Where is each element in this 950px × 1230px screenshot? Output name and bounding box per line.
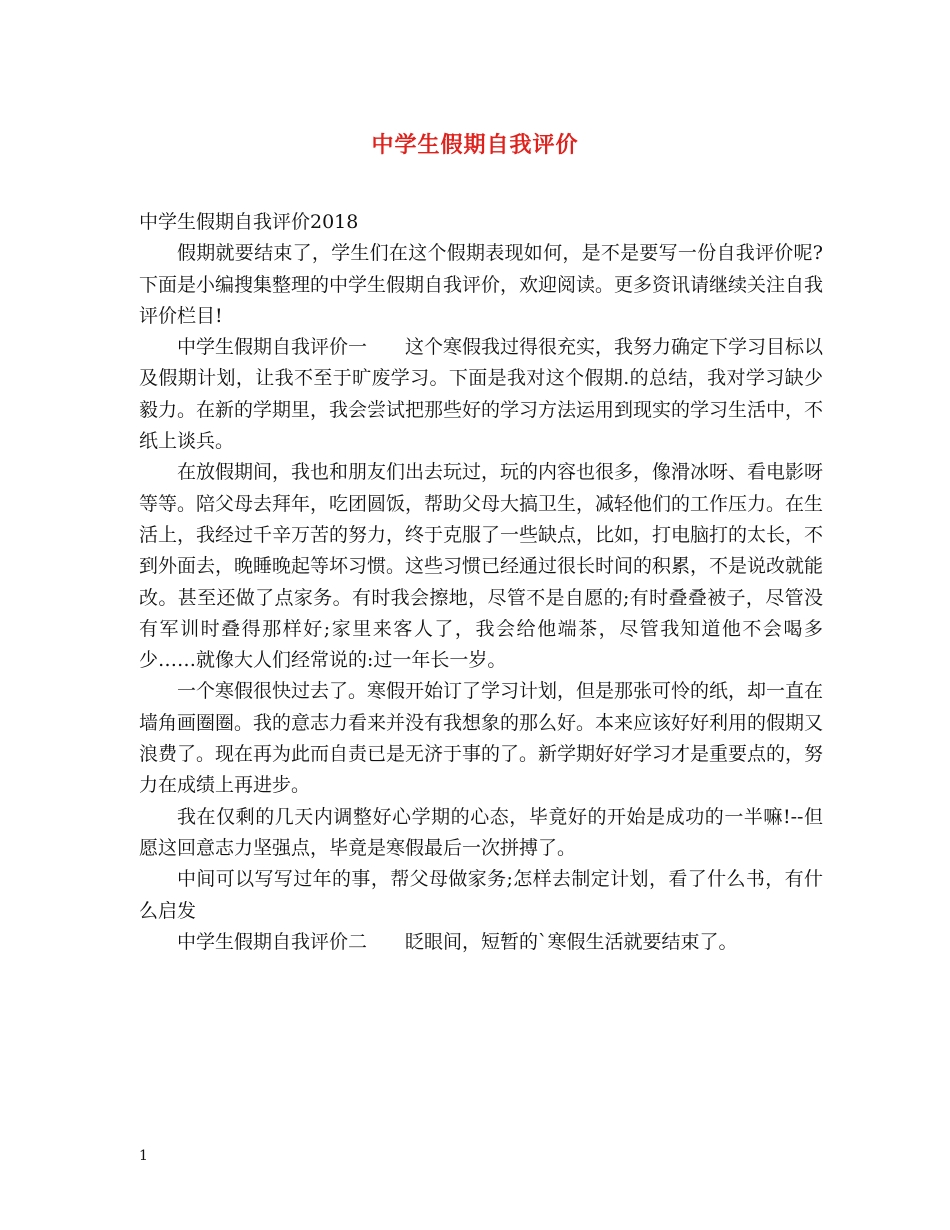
body-paragraph: 中学生假期自我评价一 这个寒假我过得很充实，我努力确定下学习目标以及假期计划，让我不至于旷废学习。下面是我对这个假期.的总结，我对学习缺少毅力。在新的学期里，我会尝试把那些好的学习方法运用到现实的学习生活中，不纸上谈兵。 bbox=[139, 336, 824, 453]
document-body bbox=[139, 207, 823, 958]
body-paragraph: 中学生假期自我评价二 眨眼间，短暂的`寒假生活就要结束了。 bbox=[177, 930, 738, 953]
body-paragraph: 一个寒假很快过去了。寒假开始订了学习计划，但是那张可怜的纸，却一直在墙角画圈圈。我的意志力看来并没有我想象的那么好。本来应该好好利用的假期又浪费了。现在再为此而自责已是无济于事的了。新学期好好学习才是重要点的，努力在成绩上再进步。 bbox=[139, 680, 824, 797]
page-number: 1 bbox=[139, 1148, 148, 1164]
document-title: 中学生假期自我评价 bbox=[371, 132, 579, 158]
body-paragraph: 在放假期间，我也和朋友们出去玩过，玩的内容也很多，像滑冰呀、看电影呀等等。陪父母去拜年，吃团圆饭，帮助父母大搞卫生，减轻他们的工作压力。在生活上，我经过千辛万苦的努力，终于克服了一些缺点，比如，打电脑打的太长，不到外面去，晚睡晚起等坏习惯。这些习惯已经通过很长时间的积累，不是说改就能改。甚至还做了点家务。有时我会擦地，尽管不是自愿的;有时叠叠被子，尽管没有军训时叠得那样好;家里来客人了，我会给他端茶，尽管我知道他不会喝多少……就像大人们经常说的:过一年长一岁。 bbox=[139, 461, 824, 672]
intro-paragraph: 假期就要结束了，学生们在这个假期表现如何，是不是要写一份自我评价呢?下面是小编搜集整理的中学生假期自我评价，欢迎阅读。更多资讯请继续关注自我评价栏目! bbox=[139, 242, 824, 327]
subtitle-paragraph: 中学生假期自我评价2018 bbox=[139, 211, 359, 233]
body-paragraph: 中间可以写写过年的事，帮父母做家务;怎样去制定计划，看了什么书，有什么启发 bbox=[139, 868, 823, 922]
body-paragraph: 我在仅剩的几天内调整好心学期的心态，毕竟好的开始是成功的一半嘛!--但愿这回意志力坚强点，毕竟是寒假最后一次拼搏了。 bbox=[139, 805, 823, 859]
